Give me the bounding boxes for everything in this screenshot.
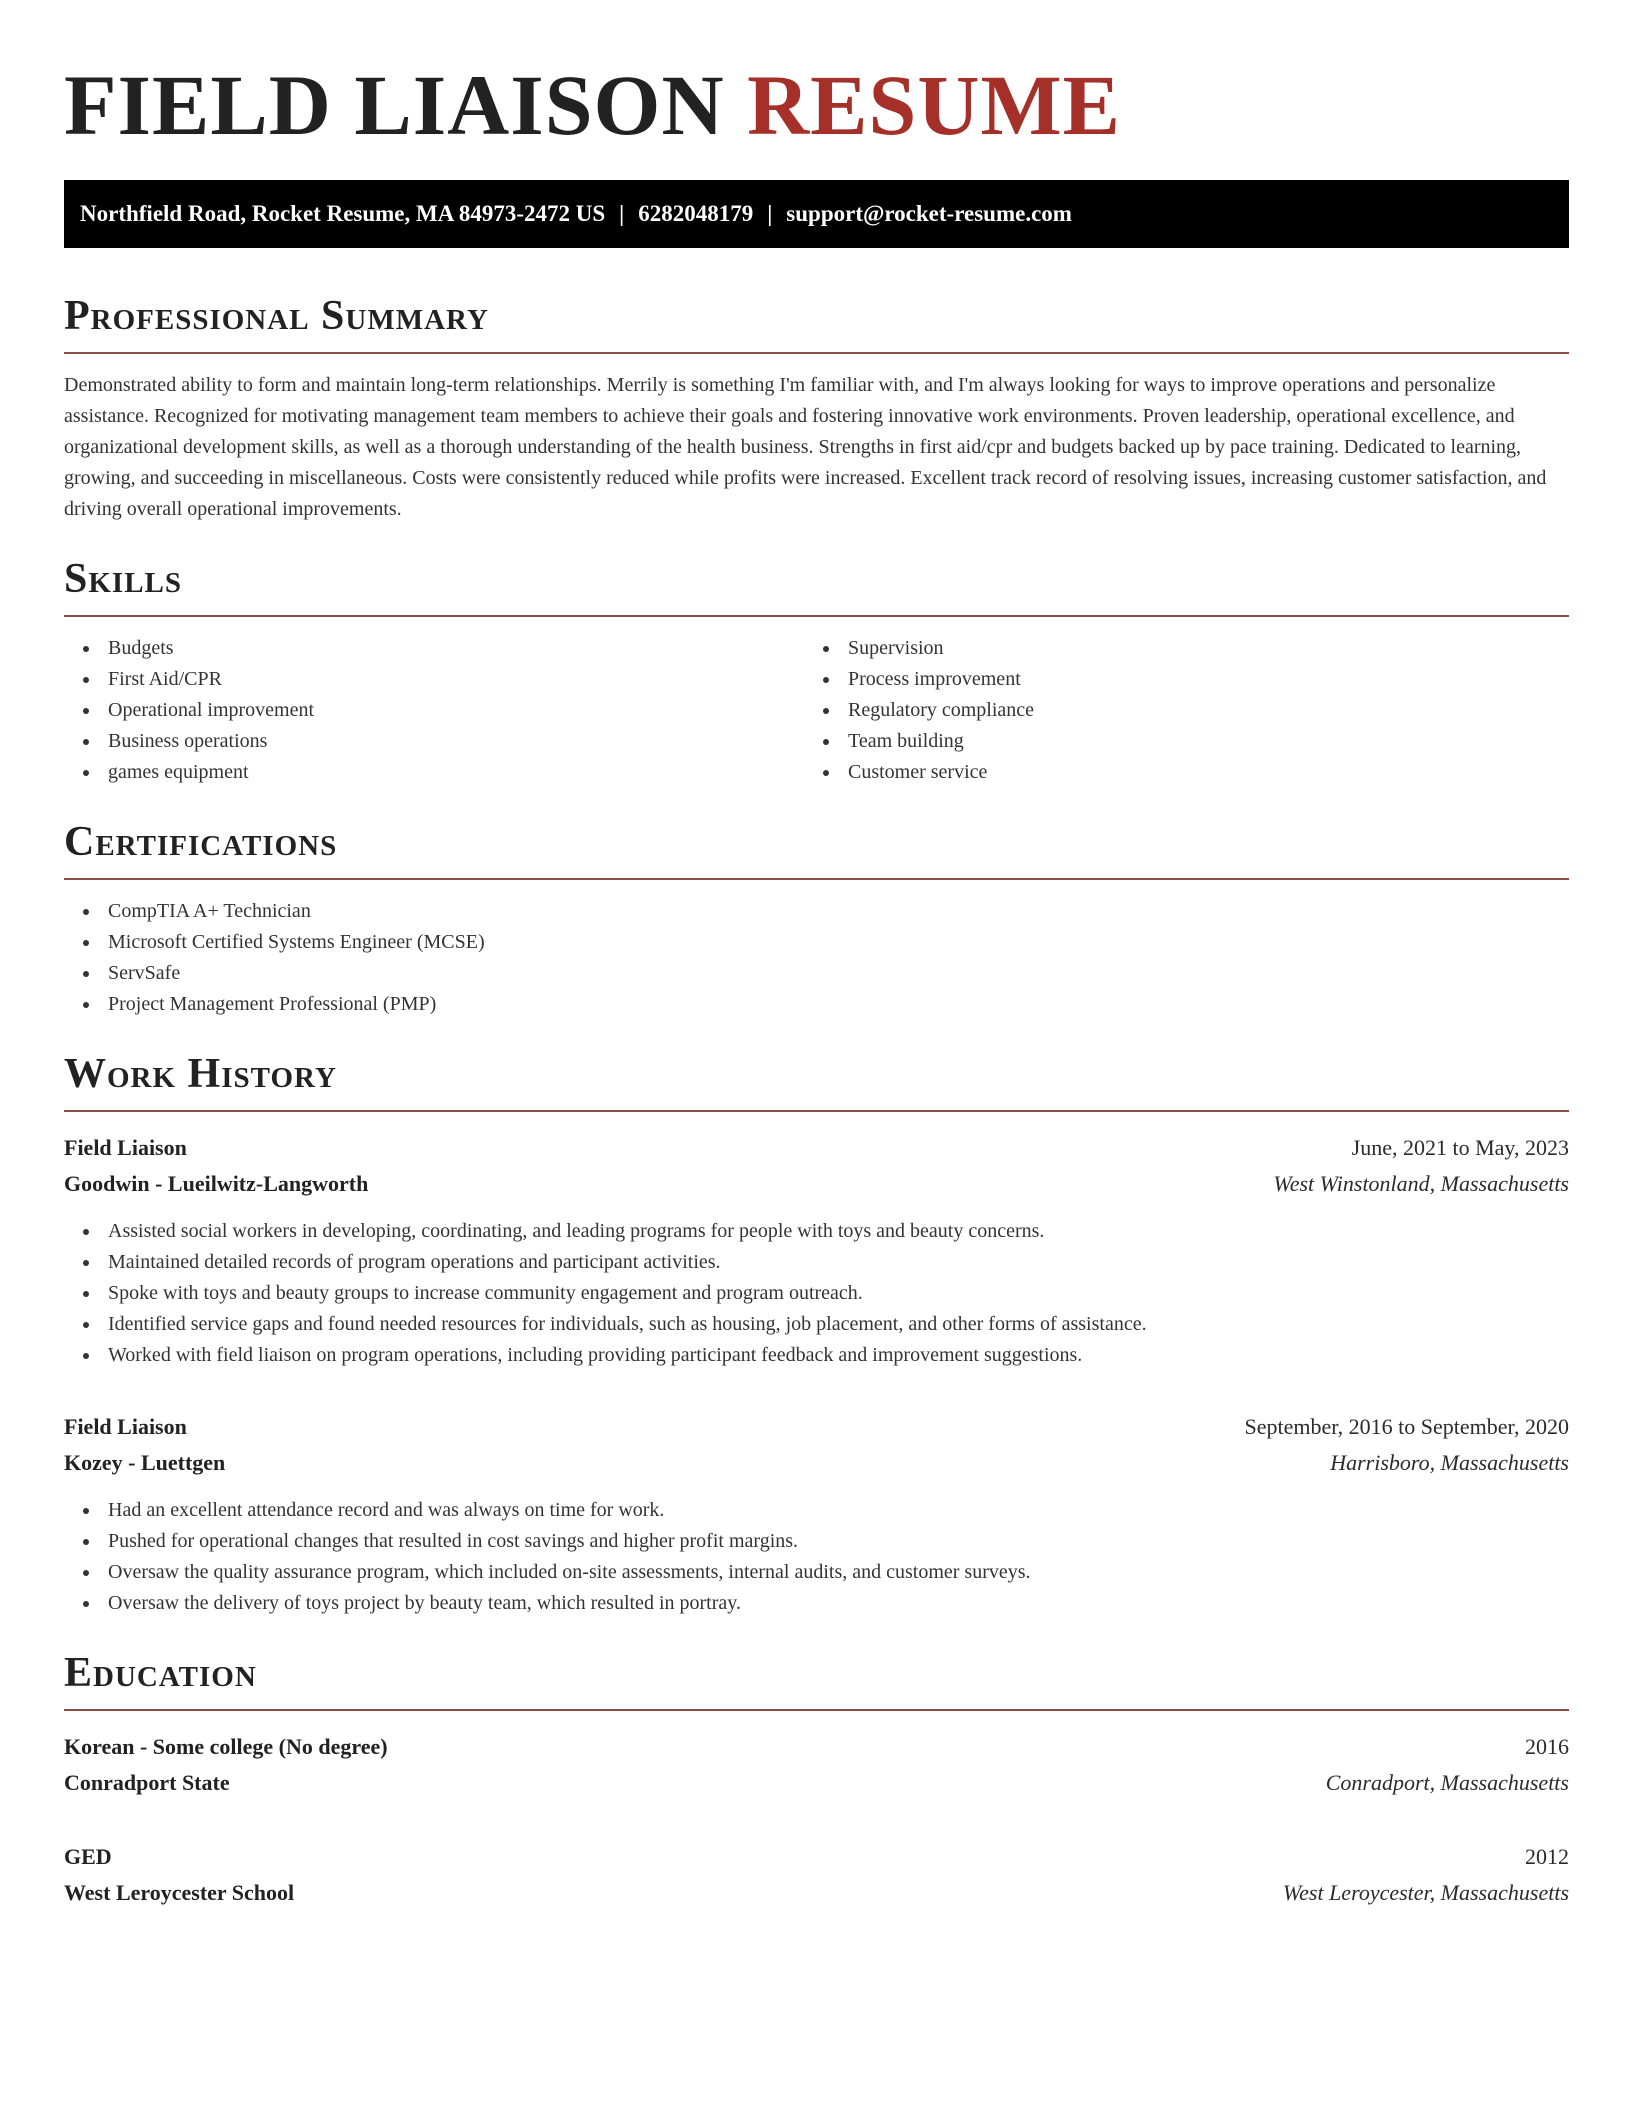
education-school: West Leroycester School — [64, 1880, 295, 1905]
job-entry — [64, 1130, 1569, 1371]
skill-item: Budgets — [64, 633, 804, 664]
certification-item: Project Management Professional (PMP) — [64, 989, 1569, 1020]
skills-column-right — [804, 617, 1544, 788]
education-degree-row — [64, 1839, 1569, 1875]
job-duty: Oversaw the quality assurance program, which included on-site assessments, internal audits, and customer surveys. — [64, 1557, 1569, 1588]
job-entry — [64, 1409, 1569, 1619]
job-dates: June, 2021 to May, 2023 — [1351, 1135, 1569, 1160]
job-duties-list — [64, 1216, 1569, 1371]
work-history-section — [64, 1050, 1569, 1619]
contact-bar — [64, 180, 1569, 248]
title-main: FIELD LIAISON — [64, 57, 725, 153]
skill-item: Business operations — [64, 726, 804, 757]
education-location: Conradport, Massachusetts — [1325, 1770, 1569, 1795]
summary-section — [64, 292, 1569, 525]
resume-page — [64, 0, 1569, 1911]
contact-separator: | — [619, 201, 625, 226]
contact-email[interactable]: support@rocket-resume.com — [786, 201, 1072, 226]
job-company: Goodwin - Lueilwitz-Langworth — [64, 1171, 369, 1196]
job-duty: Identified service gaps and found needed resources for individuals, such as housing, job placement, and other forms of assistance. — [64, 1309, 1569, 1340]
education-entry — [64, 1729, 1569, 1801]
job-duty: Had an excellent attendance record and was always on time for work. — [64, 1495, 1569, 1526]
skills-grid — [64, 617, 1569, 788]
education-entry — [64, 1839, 1569, 1911]
summary-text: Demonstrated ability to form and maintain long-term relationships. Merrily is something I'm familiar with, and I'm always looking for ways to improve operations and personalize assistance. Recognized for motivating management team members to achieve their goals and fostering innovative work environments. Proven leadership, operational excellence, and organizational development skills, as well as a thorough understanding of the health business. Strengths in first aid/cpr and budgets backed up by pace training. Dedicated to learning, growing, and succeeding in miscellaneous. Costs were consistently reduced while profits were increased. Excellent track record of resolving issues, increasing customer satisfaction, and driving overall operational improvements. — [64, 374, 1547, 520]
education-degree: GED — [64, 1844, 112, 1869]
contact-address: Northfield Road, Rocket Resume, MA 84973-2472 US — [80, 201, 606, 226]
education-year: 2016 — [1525, 1734, 1569, 1759]
education-section — [64, 1649, 1569, 1911]
skill-item: Operational improvement — [64, 695, 804, 726]
education-location: West Leroycester, Massachusetts — [1282, 1880, 1569, 1905]
job-duty: Oversaw the delivery of toys project by beauty team, which resulted in portray. — [64, 1588, 1569, 1619]
skill-item: Regulatory compliance — [804, 695, 1544, 726]
education-school-row — [64, 1875, 1569, 1911]
skills-column-left — [64, 617, 804, 788]
skill-item: Supervision — [804, 633, 1544, 664]
certification-item: ServSafe — [64, 958, 1569, 989]
certifications-heading: Certifications — [64, 818, 1569, 880]
job-duty: Spoke with toys and beauty groups to increase community engagement and program outreach. — [64, 1278, 1569, 1309]
title-accent: RESUME — [747, 57, 1121, 153]
job-title-row — [64, 1409, 1569, 1445]
education-degree: Korean - Some college (No degree) — [64, 1734, 388, 1759]
skills-heading: Skills — [64, 555, 1569, 617]
job-company: Kozey - Luettgen — [64, 1450, 226, 1475]
resume-title — [64, 55, 1569, 155]
contact-separator: | — [767, 201, 773, 226]
job-title-row — [64, 1130, 1569, 1166]
job-title: Field Liaison — [64, 1414, 187, 1439]
certifications-section — [64, 818, 1569, 1020]
contact-phone[interactable]: 6282048179 — [638, 201, 754, 226]
certification-item: CompTIA A+ Technician — [64, 896, 1569, 927]
job-location: Harrisboro, Massachusetts — [1330, 1450, 1569, 1475]
skills-list-left — [64, 633, 804, 788]
skills-list-right — [804, 633, 1544, 788]
education-degree-row — [64, 1729, 1569, 1765]
job-company-row — [64, 1445, 1569, 1481]
job-location: West Winstonland, Massachusetts — [1273, 1171, 1569, 1196]
education-heading: Education — [64, 1649, 1569, 1711]
skills-section — [64, 555, 1569, 788]
job-title: Field Liaison — [64, 1135, 187, 1160]
job-dates: September, 2016 to September, 2020 — [1244, 1414, 1569, 1439]
education-school-row — [64, 1765, 1569, 1801]
summary-heading: Professional Summary — [64, 292, 1569, 354]
job-duty: Pushed for operational changes that resulted in cost savings and higher profit margins. — [64, 1526, 1569, 1557]
certifications-list — [64, 896, 1569, 1020]
job-duty: Worked with field liaison on program operations, including providing participant feedback and improvement suggestions. — [64, 1340, 1569, 1371]
skill-item: Team building — [804, 726, 1544, 757]
education-school: Conradport State — [64, 1770, 230, 1795]
skill-item: Process improvement — [804, 664, 1544, 695]
skill-item: First Aid/CPR — [64, 664, 804, 695]
job-duties-list — [64, 1495, 1569, 1619]
education-year: 2012 — [1525, 1844, 1569, 1869]
job-duty: Assisted social workers in developing, coordinating, and leading programs for people with toys and beauty concerns. — [64, 1216, 1569, 1247]
work-history-heading: Work History — [64, 1050, 1569, 1112]
job-duty: Maintained detailed records of program operations and participant activities. — [64, 1247, 1569, 1278]
certification-item: Microsoft Certified Systems Engineer (MCSE) — [64, 927, 1569, 958]
job-company-row — [64, 1166, 1569, 1202]
skill-item: games equipment — [64, 757, 804, 788]
skill-item: Customer service — [804, 757, 1544, 788]
